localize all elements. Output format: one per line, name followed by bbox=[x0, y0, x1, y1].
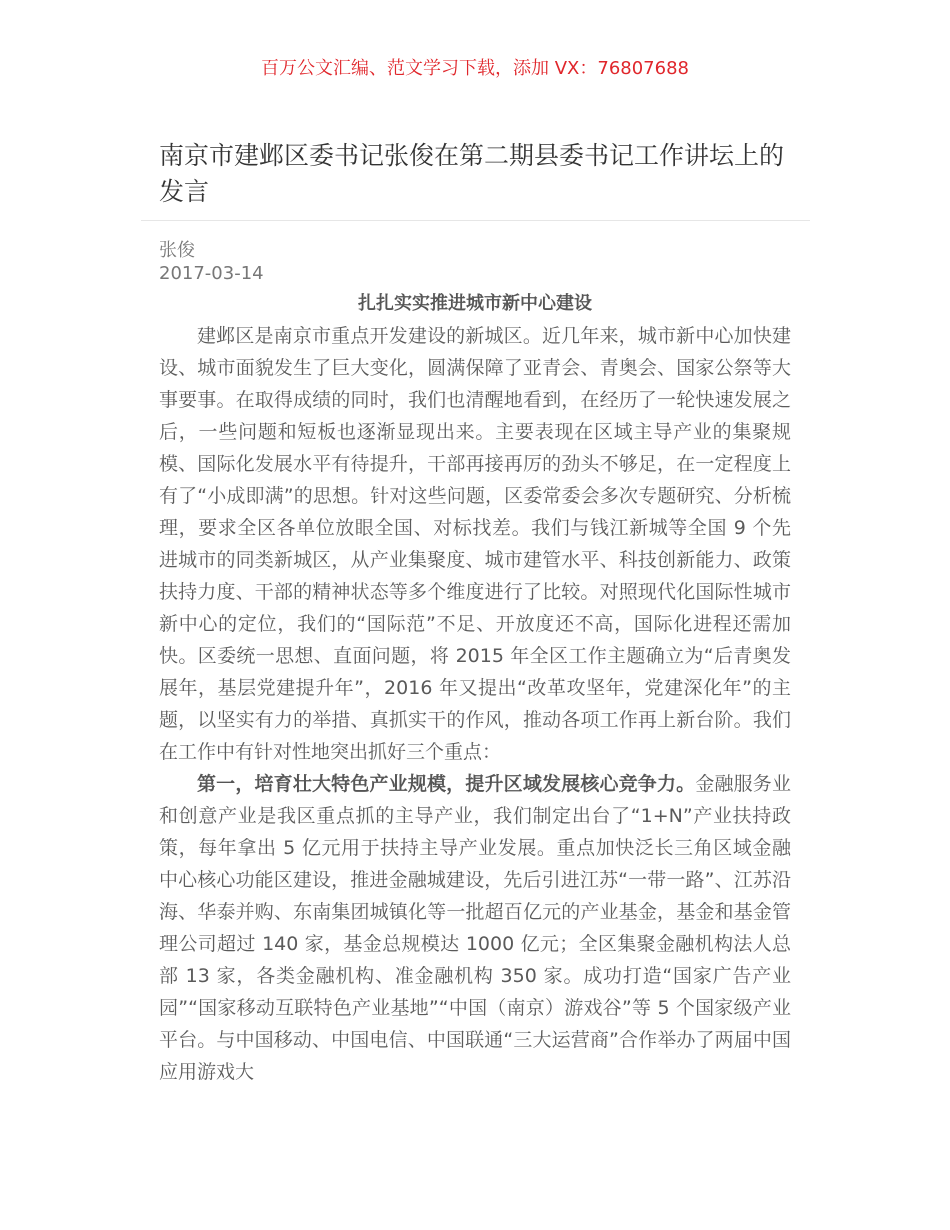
paragraph-1: 建邺区是南京市重点开发建设的新城区。近几年来，城市新中心加快建设、城市面貌发生了巨大变化，圆满保障了亚青会、青奥会、国家公祭等大事要事。在取得成绩的同时，我们也清醒地看到，在经历了一轮快速发展之后，一些问题和短板也逐渐显现出来。主要表现在区域主导产业的集聚规模、国际化发展水平有待提升，干部再接再厉的劲头不够足，在一定程度上有了“小成即满”的思想。针对这些问题，区委常委会多次专题研究、分析梳理，要求全区各单位放眼全国、对标找差。我们与钱江新城等全国 9 个先进城市的同类新城区，从产业集聚度、城市建管水平、科技创新能力、政策扶持力度、干部的精神状态等多个维度进行了比较。对照现代化国际性城市新中心的定位，我们的“国际范”不足、开放度还不高，国际化进程还需加快。区委统一思想、直面问题，将 2015 年全区工作主题确立为“后青奥发展年，基层党建提升年”，2016 年又提出“改革攻坚年，党建深化年”的主题，以坚实有力的举措、真抓实干的作风，推动各项工作再上新台阶。我们在工作中有针对性地突出抓好三个重点： bbox=[159, 325, 791, 763]
paragraph-2-lead: 第一，培育壮大特色产业规模，提升区域发展核心竞争力。 bbox=[197, 773, 696, 795]
article-date: 2017-03-14 bbox=[159, 263, 264, 284]
title-divider bbox=[141, 220, 810, 221]
paragraph-2 bbox=[159, 768, 791, 1088]
article-author: 张俊 bbox=[159, 240, 195, 261]
paragraph-2-body: 金融服务业和创意产业是我区重点抓的主导产业，我们制定出台了“1+N”产业扶持政策，每年拿出 5 亿元用于扶持主导产业发展。重点加快泛长三角区域金融中心核心功能区建设，推进金融城建设，先后引进江苏“一带一路”、江苏沿海、华泰并购、东南集团城镇化等一批超百亿元的产业基金，基金和基金管理公司超过 140 家，基金总规模达 1000 亿元；全区集聚金融机构法人总部 13 家，各类金融机构、准金融机构 350 家。成功打造“国家广告产业园”“国家移动互联特色产业基地”“中国（南京）游戏谷”等 5 个国家级产业平台。与中国移动、中国电信、中国联通“三大运营商”合作举办了两届中国应用游戏大 bbox=[159, 773, 791, 1083]
article-subtitle: 扎扎实实推进城市新中心建设 bbox=[358, 293, 592, 314]
article-body bbox=[159, 289, 791, 1088]
article-title: 南京市建邺区委书记张俊在第二期县委书记工作讲坛上的发言 bbox=[159, 141, 785, 206]
header-banner: 百万公文汇编、范文学习下载，添加 VX：76807688 bbox=[261, 58, 689, 79]
